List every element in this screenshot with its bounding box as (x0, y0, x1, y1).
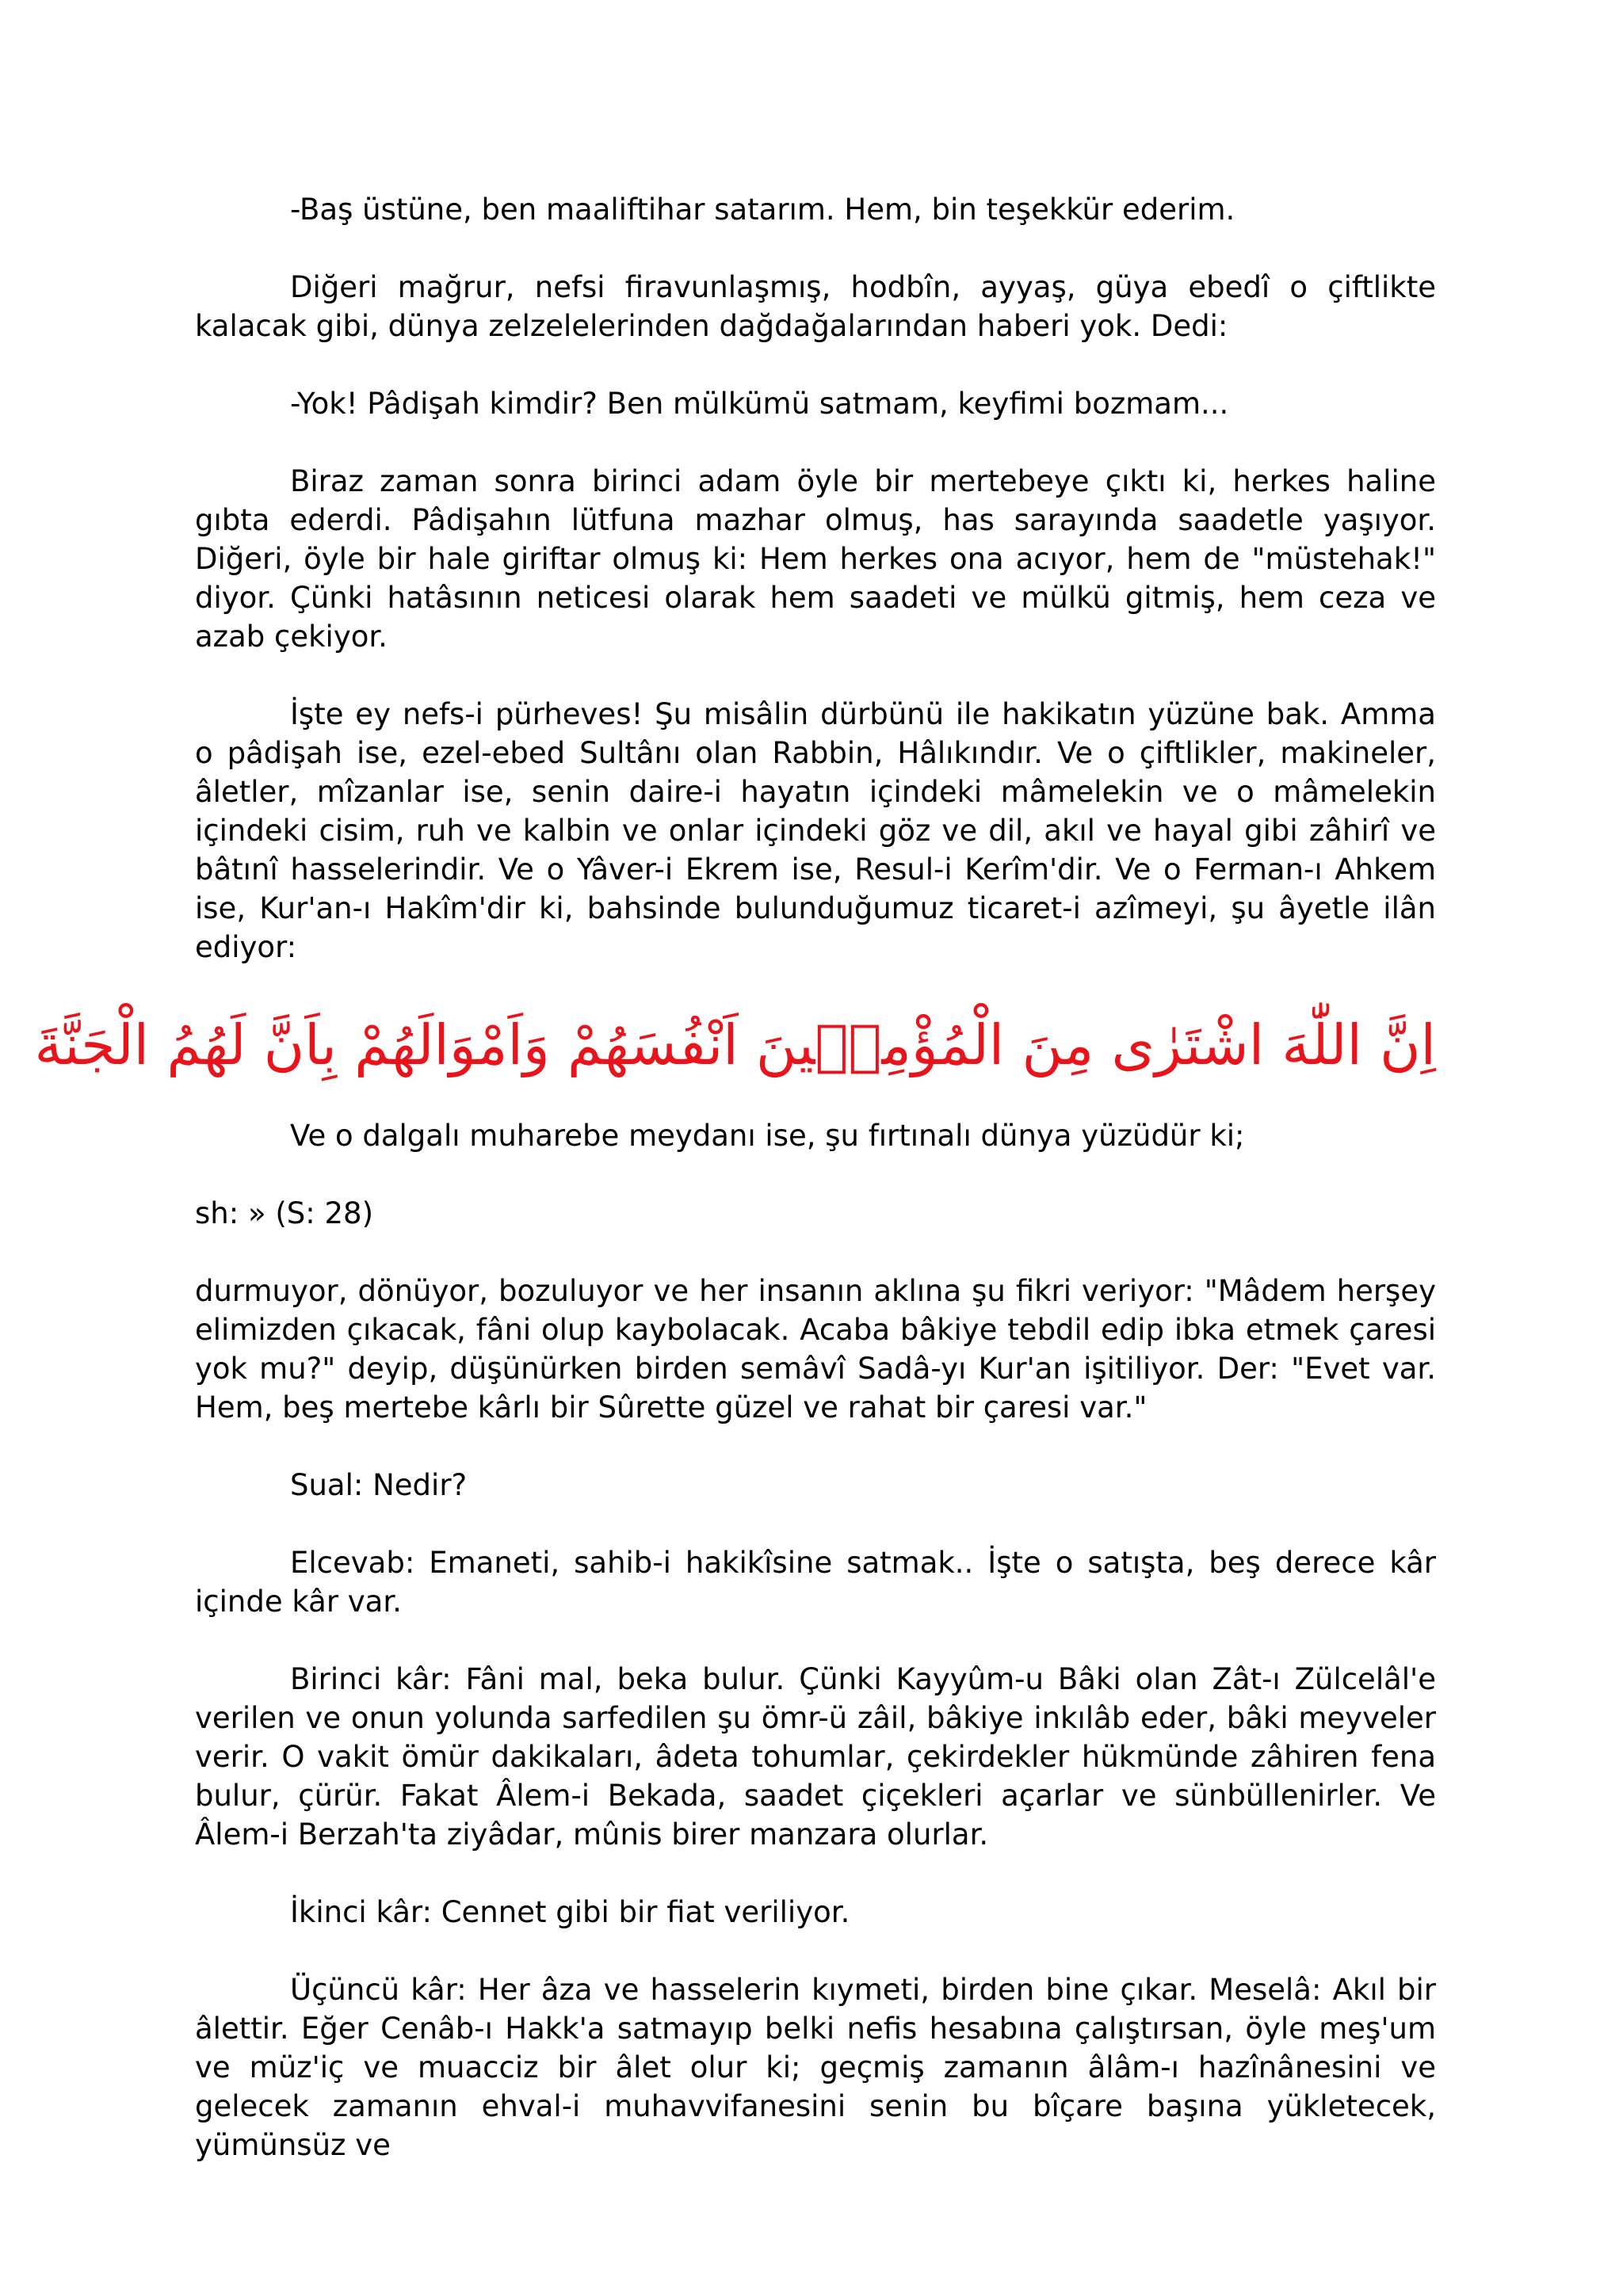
paragraph-question: Sual: Nedir? (290, 1468, 468, 1502)
arabic-verse: اِنَّ اللّٰهَ اشْتَرٰى مِنَ الْمُؤْمِنٖينَ اَنْفُسَهُمْ وَاَمْوَالَهُمْ بِاَنَّ لَهُمُ الْجَنَّةَ (34, 1013, 1436, 1077)
paragraph-answer: Elcevab: Emaneti, sahib-i hakikîsine satmak.. İşte o satışta, beş derece kâr içinde kâr var. (195, 1546, 1436, 1619)
paragraph-third-profit: Üçüncü kâr: Her âza ve hasselerin kıymeti, birden bine çıkar. Meselâ: Akıl bir âlettir. Eğer Cenâb-ı Hakk'a satmayıp belki nefis hesabına çalıştırsan, öyle meş'um ve müz'iç ve muacciz bir âlet olur ki; geçmiş zamanın âlâm-ı hazînânesini ve gelecek zamanın ehval-i muhavvifanesini senin bu bîçare başına yükletecek, yümünsüz ve (195, 1973, 1436, 2162)
paragraph-5: İşte ey nefs-i pürheves! Şu misâlin dürbünü ile hakikatın yüzüne bak. Amma o pâdişah ise, ezel-ebed Sultânı olan Rabbin, Hâlıkındır. Ve o çiftlikler, makineler, âletler, mîzanlar ise, senin daire-i hayatın içindeki mâmelekin ve o mâmelekin içindeki cisim, ruh ve kalbin ve onlar içindeki göz ve dil, akıl ve hayal gibi zâhirî ve bâtınî hasselerindir. Ve o Yâver-i Ekrem ise, Resul-i Kerîm'dir. Ve o Ferman-ı Ahkem ise, Kur'an-ı Hakîm'dir ki, bahsinde bulunduğumuz ticaret-i azîmeyi, şu âyetle ilân ediyor: (195, 697, 1436, 964)
page-content (34, 190, 1436, 2203)
paragraph-first-profit: Birinci kâr: Fâni mal, beka bulur. Çünki Kayyûm-u Bâki olan Zât-ı Zülcelâl'e verilen ve onun yolunda sarfedilen şu ömr-ü zâil, bâkiye inkılâb eder, bâki meyveler verir. O vakit ömür dakikaları, âdeta tohumlar, çekirdekler hükmünde zâhiren fena bulur, çürür. Fakat Âlem-i Bekada, saadet çiçekleri açarlar ve sünbüllenirler. Ve Âlem-i Berzah'ta ziyâdar, mûnis birer manzara olurlar. (195, 1662, 1436, 1852)
continuation-paragraph: durmuyor, dönüyor, bozuluyor ve her insanın aklına şu fikri veriyor: "Mâdem herşey elimizden çıkacak, fâni olup kaybolacak. Acaba bâkiye tebdil edip ibka etmek çaresi yok mu?" deyip, düşünürken birden semâvî Sadâ-yı Kur'an işitiliyor. Der: "Evet var. Hem, beş mertebe kârlı bir Sûrette güzel ve rahat bir çaresi var." (195, 1274, 1436, 1425)
paragraph-1: -Baş üstüne, ben maaliftihar satarım. Hem, bin teşekkür ederim. (290, 193, 1235, 227)
paragraph-6: Ve o dalgalı muharebe meydanı ise, şu fırtınalı dünya yüzüdür ki; (290, 1119, 1245, 1153)
paragraph-4: Biraz zaman sonra birinci adam öyle bir mertebeye çıktı ki, herkes haline gıbta ederdi. Pâdişahın lütfuna mazhar olmuş, has sarayında saadetle yaşıyor. Diğeri, öyle bir hale giriftar olmuş ki: Hem herkes ona acıyor, hem de "müstehak!" diyor. Çünki hatâsının neticesi olarak hem saadeti ve mülkü gitmiş, hem ceza ve azab çekiyor. (195, 464, 1436, 654)
page-marker: sh: » (S: 28) (195, 1196, 374, 1230)
paragraph-second-profit: İkinci kâr: Cennet gibi bir fiat veriliyor. (290, 1895, 850, 1929)
paragraph-2: Diğeri mağrur, nefsi firavunlaşmış, hodbîn, ayyaş, güya ebedî o çiftlikte kalacak gibi, dünya zelzelelerinden dağdağalarından haberi yok. Dedi: (195, 270, 1436, 343)
paragraph-3: -Yok! Pâdişah kimdir? Ben mülkümü satmam, keyfimi bozmam... (290, 387, 1229, 421)
